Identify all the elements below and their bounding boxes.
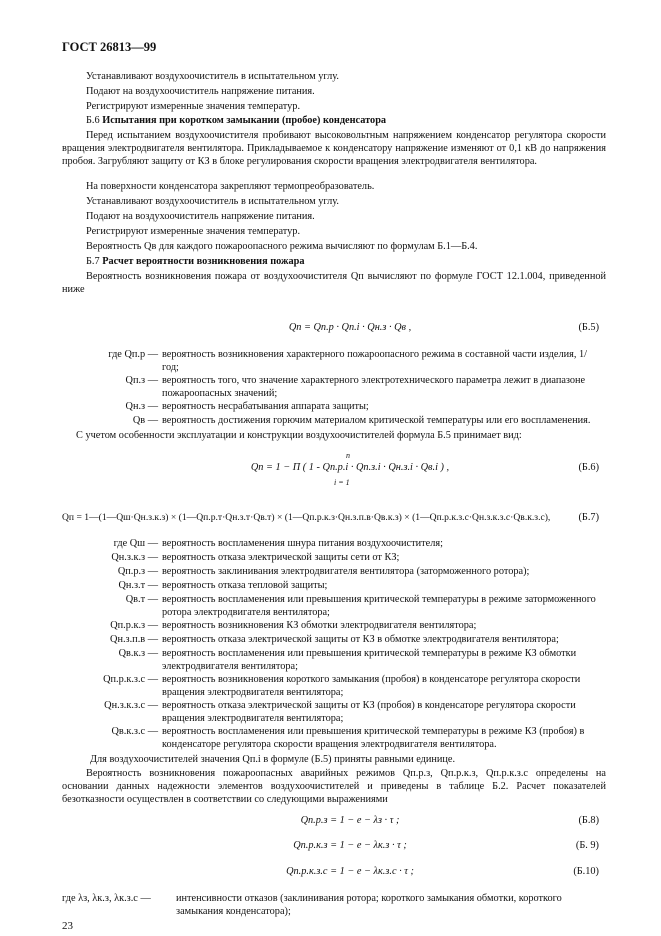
paragraph: Вероятность возникновения пожара от воздухоочистителя Qп вычисляют по формуле ГОСТ 12.1.004, приведенной ниже (62, 271, 606, 295)
page-number: 23 (62, 920, 73, 932)
definition-text: вероятность возникновения короткого замыкания (пробоя) в конденсаторе регулятора скорости вращения электродвигателя вентилятора; (162, 674, 581, 698)
text-line: Устанавливают воздухоочиститель в испытательном углу. (86, 71, 339, 82)
document-header: ГОСТ 26813—99 (62, 40, 157, 54)
definition-text: вероятность отказа электрической защиты от КЗ в обмотке электродвигателя вентилятора; (162, 634, 559, 645)
text-line: На поверхности конденсатора закрепляют термопреобразователь. (86, 181, 375, 192)
formula-b9: Qп.р.к.з = 1 − e − λк.з · τ ; (293, 840, 407, 851)
definition-text: вероятность воспламенения или превышения критической температуры в режиме заторможенного ротора электродвигателя вентилятора; (162, 594, 596, 618)
definition-term: Qв.к.з.с — (111, 726, 158, 737)
equation-number: (Б.10) (573, 866, 599, 877)
text-line: Устанавливают воздухоочиститель в испытательном углу. (86, 196, 339, 207)
section-title: Расчет вероятности возникновения пожара (102, 256, 305, 267)
text-line: Подают на воздухоочиститель напряжение питания. (86, 86, 315, 97)
definition-text: вероятность того, что значение характерного электротехнического параметра лежит в диапазоне пожароопасных значений; (162, 375, 586, 399)
text-line: Для воздухоочистителей значения Qп.і в формуле (Б.5) приняты равными единице. (90, 754, 456, 765)
definition-term: Qп.р.з — (117, 566, 158, 577)
definition-term: Qн.з.к.з.с — (104, 700, 158, 711)
definition-term: где Qш — (113, 538, 158, 549)
text-line: Регистрируют измеренные значения температур. (86, 101, 301, 112)
definition-text: вероятность возникновения характерного пожароопасного режима в составной части изделия, 1/год; (162, 349, 587, 373)
definition-text: вероятность достижения горючим материалом критической температуры или его воспламенения. (162, 415, 591, 426)
definition-term: Qв.к.з — (118, 648, 158, 659)
equation-number: (Б.6) (578, 462, 599, 473)
text-line: С учетом особенности эксплуатации и конструкции воздухоочистителей формула Б.5 принимает вид: (76, 430, 522, 441)
definition-term: Qп.з — (125, 375, 158, 386)
product-lower-limit: i = 1 (334, 478, 350, 487)
text-line: Подают на воздухоочиститель напряжение питания. (86, 211, 315, 222)
equation-number: (Б.8) (578, 815, 599, 826)
definition-text: вероятность воспламенения или превышения критической температуры в режиме КЗ (пробоя) в конденсаторе регулятора скорости вращения электродвигателя вентилятора. (162, 726, 585, 750)
definition-term: Qн.з — (125, 401, 158, 412)
section-number: Б.6 (86, 115, 100, 126)
definition-text: вероятность воспламенения шнура питания воздухоочистителя; (162, 538, 443, 549)
equation-number: (Б.7) (578, 512, 599, 523)
definition-term: где λз, λк.з, λк.з.с — (62, 893, 151, 904)
equation-number: (Б. 9) (575, 840, 599, 851)
formula-b6: Qп = 1 − Π ( 1 - Qп.р.i · Qп.з.i · Qн.з.i · Qв.i ) , (250, 462, 450, 473)
definition-term: Qп.р.к.з.с — (103, 674, 158, 685)
definition-text: вероятность несрабатывания аппарата защиты; (162, 401, 369, 412)
definition-term: Qн.з.к.з — (111, 552, 158, 563)
section-heading-b7 (86, 256, 606, 269)
definition-text: вероятность заклинивания электродвигателя вентилятора (заторможенного ротора); (162, 566, 530, 577)
definition-text: вероятность отказа электрической защиты от КЗ (пробоя) в конденсаторе регулятора скорости вращения электродвигателя вентилятора; (162, 700, 576, 724)
paragraph: Перед испытанием воздухоочистителя пробивают высоковольтным напряжением конденсатор регулятора скорости вращения электродвигателя вентилятора. Прикладываемое к конденсатору напряжение изменяют от 0,1 кВ до напряжения пробоя. Загрубляют защиту от КЗ в блоке регулирования скорости вращения электродвигателя вентилятора. (62, 130, 606, 167)
formula-b10: Qп.р.к.з.с = 1 − e − λк.з.с · τ ; (286, 866, 414, 877)
definition-text: интенсивности отказов (заклинивания ротора; короткого замыкания обмотки, короткого замыкания конденсатора); (176, 893, 562, 917)
section-number: Б.7 (86, 256, 100, 267)
definition-term: Qв.т — (125, 594, 158, 605)
section-title: Испытания при коротком замыкании (пробое) конденсатора (102, 115, 387, 126)
formula-b8: Qп.р.з = 1 − e − λз · τ ; (300, 815, 400, 826)
product-upper-limit: n (346, 451, 350, 460)
formula-b7: Qп = 1—(1—Qш·Qн.з.к.з) × (1—Qп.р.т·Qн.з.т·Qв.т) × (1—Qп.р.к.з·Qн.з.п.в·Qв.к.з) × (1—Qп.р.к.з.с·Qн.з.к.з.с·Qв.к.з.с), (62, 512, 551, 523)
equation-number: (Б.5) (578, 322, 599, 333)
definition-text: вероятность возникновения КЗ обмотки электродвигателя вентилятора; (162, 620, 477, 631)
definition-term: Qн.з.п.в — (110, 634, 158, 645)
paragraph: Вероятность возникновения пожароопасных аварийных режимов Qп.р.з, Qп.р.к.з, Qп.р.к.з.с определены на основании данных надежности элементов воздухоочистителей и приведены в таблице Б.2. Расчет показателей безотказности осуществлен в соответствии со следующими выражениями (62, 768, 606, 805)
definition-term: Qв — (132, 415, 158, 426)
section-heading-b6 (86, 115, 606, 128)
formula-b5: Qп = Qп.р · Qп.і · Qн.з · Qв , (288, 322, 412, 333)
definition-term: где Qп.р — (108, 349, 158, 360)
definition-term: Qн.з.т — (118, 580, 158, 591)
text-line: Вероятность Qв для каждого пожароопасного режима вычисляют по формулам Б.1—Б.4. (86, 241, 478, 252)
definition-text: вероятность отказа электрической защиты сети от КЗ; (162, 552, 400, 563)
text-line: Регистрируют измеренные значения температур. (86, 226, 301, 237)
definition-text: вероятность отказа тепловой защиты; (162, 580, 328, 591)
definition-text: вероятность воспламенения или превышения критической температуры в режиме КЗ обмотки электродвигателя вентилятора; (162, 648, 577, 672)
definition-term: Qп.р.к.з — (110, 620, 158, 631)
